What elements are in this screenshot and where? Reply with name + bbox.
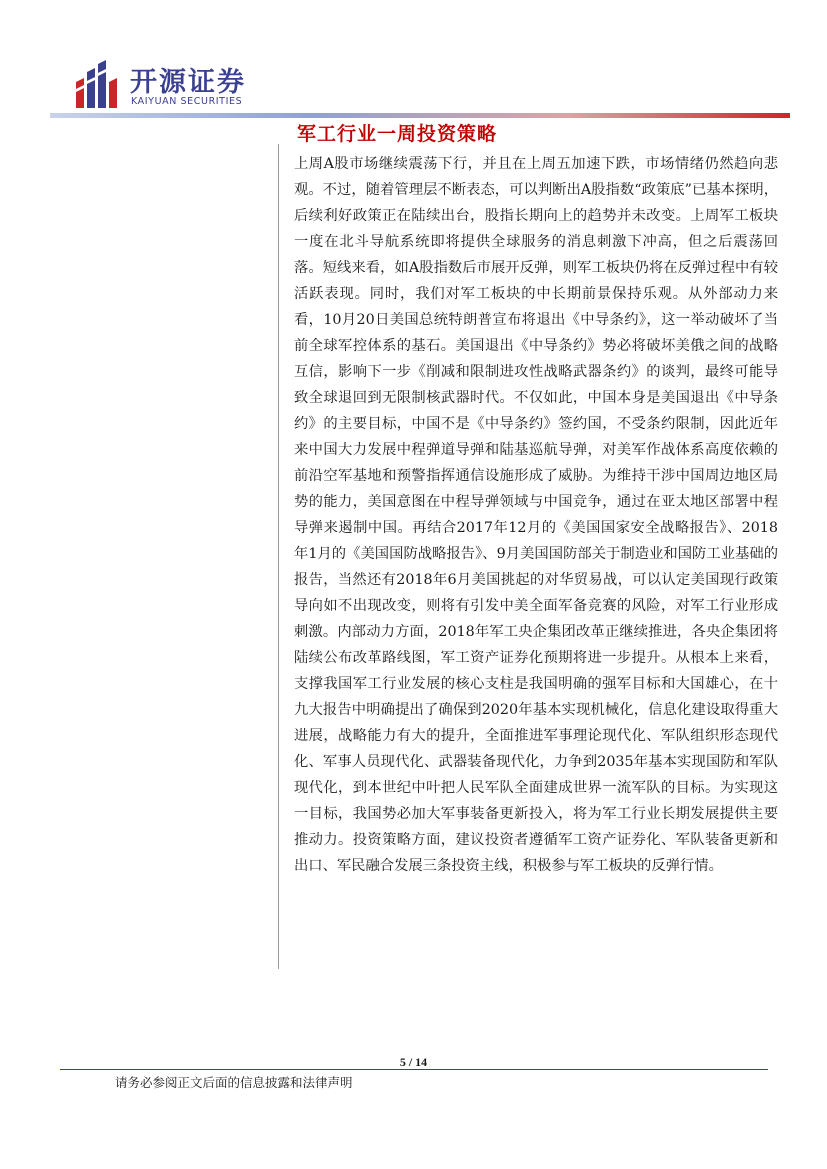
logo-chinese-name: 开源证券 — [130, 67, 246, 98]
header-divider — [50, 113, 790, 118]
section-title: 军工行业一周投资策略 — [297, 123, 498, 145]
left-margin-rule — [278, 144, 279, 969]
body-paragraph: 上周A股市场继续震荡下行，并且在上周五加速下跌，市场情绪仍然趋向悲观。不过，随着管理层不断表态，可以判断出A股指数“政策底”已基本探明，后续利好政策正在陆续出台，股指长期向上的趋势并未改变。上周军工板块一度在北斗导航系统即将提供全球服务的消息刺激下冲高，但之后震荡回落。短线来看，如A股指数后市展开反弹，则军工板块仍将在反弹过程中有较活跃表现。同时，我们对军工板块的中长期前景保持乐观。从外部动力来看，10月20日美国总统特朗普宣布将退出《中导条约》，这一举动破坏了当前全球军控体系的基石。美国退出《中导条约》势必将破坏美俄之间的战略互信，影响下一步《削减和限制进攻性战略武器条约》的谈判，最终可能导致全球退回到无限制核武器时代。不仅如此，中国本身是美国退出《中导条约》的主要目标，中国不是《中导条约》签约国，不受条约限制，因此近年来中国大力发展中程弹道导弹和陆基巡航导弹，对美军作战体系高度依赖的前沿空军基地和预警指挥通信设施形成了威胁。为维持干涉中国周边地区局势的能力，美国意图在中程导弹领域与中国竞争，通过在亚太地区部署中程导弹来遏制中国。再结合2017年12月的《美国国家安全战略报告》、2018年1月的《美国国防战略报告》、9月美国国防部关于制造业和国防工业基础的报告，当然还有2018年6月美国挑起的对华贸易战，可以认定美国现行政策导向如不出现改变，则将有引发中美全面军备竞赛的风险，对军工行业形成刺激。内部动力方面，2018年军工央企集团改革正继续推进，各央企集团将陆续公布改革路线图，军工资产证券化预期将进一步提升。从根本上来看，支撑我国军工行业发展的核心支柱是我国明确的强军目标和大国雄心，在十九大报告中明确提出了确保到2020年基本实现机械化，信息化建设取得重大进展，战略能力有大的提升，全面推进军事理论现代化、军队组织形态现代化、军事人员现代化、武器装备现代化，力争到2035年基本实现国防和军队现代化，到本世纪中叶把人民军队全面建成世界一流军队的目标。为实现这一目标，我国势必加大军事装备更新投入，将为军工行业长期发展提供主要推动力。投资策略方面，建议投资者遵循军工资产证券化、军队装备更新和出口、军民融合发展三条投资主线，积极参与军工板块的反弹行情。 — [294, 156, 778, 874]
kaiyuan-logo-mark-icon — [70, 58, 126, 110]
footer-divider — [60, 1069, 768, 1070]
company-logo — [70, 58, 270, 110]
footer-disclaimer: 请务必参阅正文后面的信息披露和法律声明 — [115, 1075, 353, 1090]
logo-english-name: KAIYUAN SECURITIES — [131, 96, 243, 107]
page-number: 5 / 14 — [399, 1055, 428, 1069]
